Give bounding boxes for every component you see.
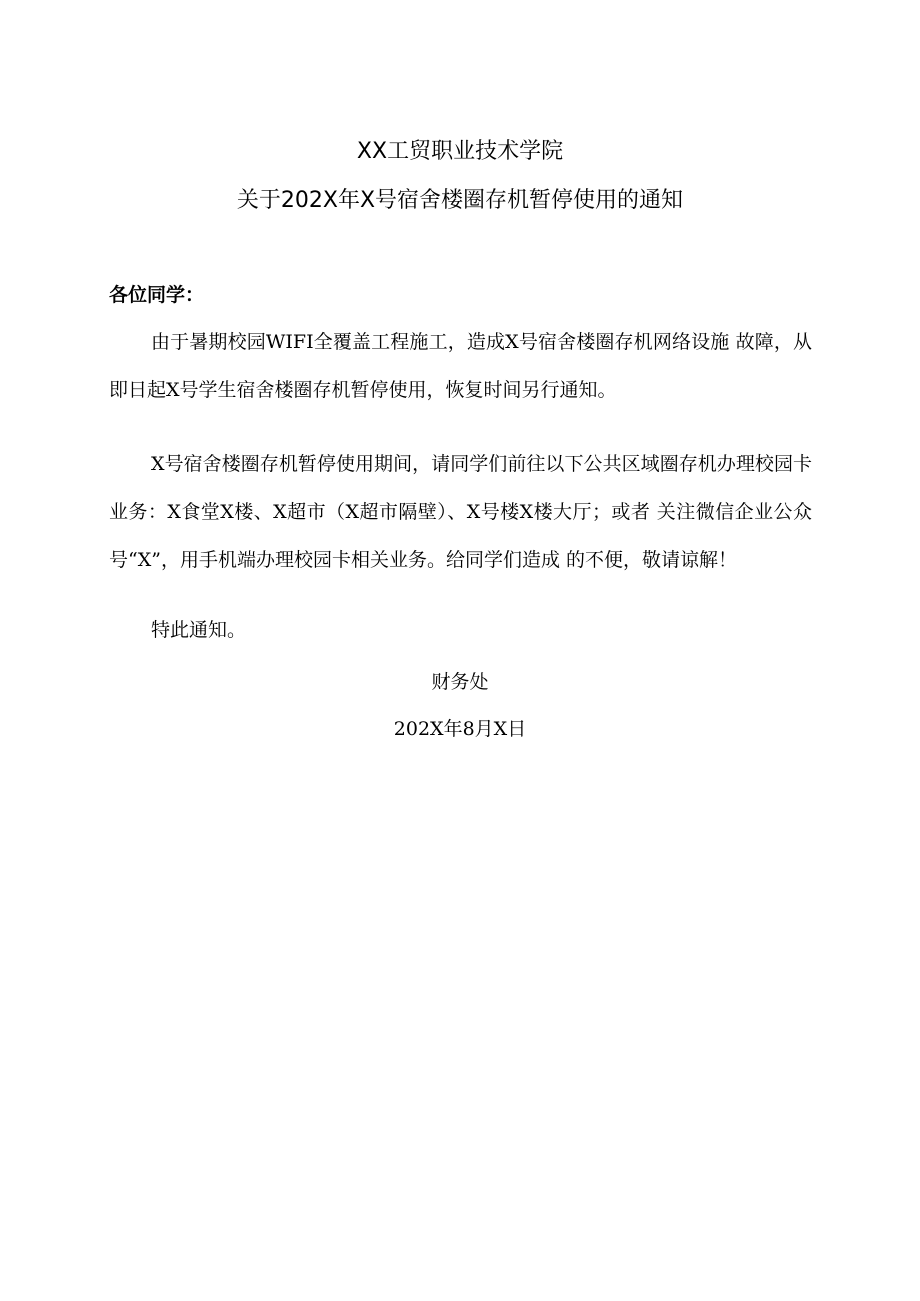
notice-paragraph: X号宿舍楼圈存机暂停使用期间，请同学们前往以下公共区域圈存机办理校园卡业务：X食堂X楼、X超市（X超市隔壁）、X号楼X楼大厅；或者 关注微信企业公众号“X”，用手机端办理校园卡相关业务。给同学们造成 的不便，敬请谅解！ <box>109 453 812 571</box>
institution-title: XX工贸职业技术学院 <box>356 139 564 164</box>
salutation: 各位同学： <box>109 284 205 306</box>
closing-paragraph: 特此通知。 <box>151 619 247 641</box>
signature-date: 202X年8月X日 <box>393 718 527 740</box>
notice-paragraph: 由于暑期校园WIFI全覆盖工程施工，造成X号宿舍楼圈存机网络设施 故障，从即日起X号学生宿舍楼圈存机暂停使用，恢复时间另行通知。 <box>109 331 812 401</box>
signature-department: 财务处 <box>431 671 489 693</box>
notice-title: 关于202X年X号宿舍楼圈存机暂停使用的通知 <box>236 188 684 213</box>
